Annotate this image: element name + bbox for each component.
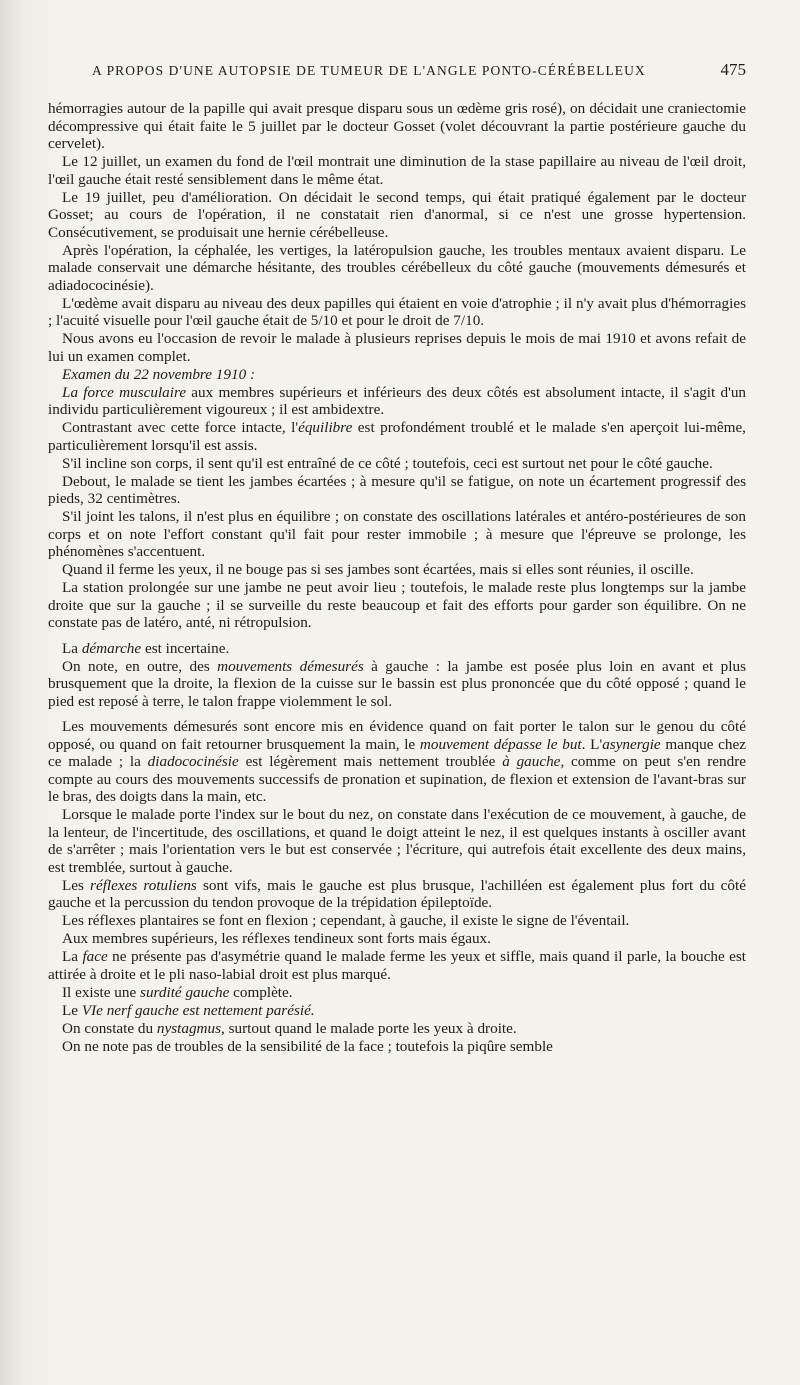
text-run: ne présente pas d'asymétrie quand le malade ferme les yeux et siffle, mais quand il parle, la bouche est attirée à droite et le pli naso-labial droit est plus marqué.: [48, 948, 746, 983]
paragraph: [48, 561, 746, 579]
italic-text: équilibre: [298, 419, 353, 436]
text-run: Aux membres supérieurs, les réflexes tendineux sont forts mais égaux.: [62, 930, 491, 947]
text-run: est incertaine.: [141, 639, 230, 657]
italic-text: mouvements démesurés: [217, 657, 364, 675]
paragraph: [48, 930, 746, 948]
italic-text: face: [82, 948, 108, 965]
paragraph: [48, 455, 746, 473]
italic-text: Examen du 22 novembre 1910 :: [62, 365, 256, 383]
text-run: Le 19 juillet, peu d'amélioration. On décidait le second temps, qui était pratiqué également par le docteur Gosset; au cours de l'opération, il ne constatait rien d'anormal, si ce n'est une grosse hypertension. Consécutivement, se produisait une hernie cérébelleuse.: [48, 188, 746, 241]
text-run: S'il incline son corps, il sent qu'il est entraîné de ce côté ; toutefois, ceci est surtout net pour le côté gauche.: [62, 454, 713, 472]
paragraph: [48, 153, 746, 188]
paragraph: [48, 366, 746, 384]
text-run: On ne note pas de troubles de la sensibilité de la face ; toutefois la piqûre semble: [62, 1037, 553, 1055]
paragraph: [48, 242, 746, 295]
text-run: complète.: [229, 983, 293, 1001]
paragraph: [48, 806, 746, 876]
paragraph: [48, 508, 746, 561]
italic-text: asynergie: [602, 735, 661, 753]
text-run: , comme on peut s'en rendre compte au cours des mouvements successifs de pronation et supination, de flexion et extension de l'avant-bras sur le bras, des doigts dans la main, etc.: [48, 753, 746, 805]
paragraph: [48, 330, 746, 365]
running-header: [92, 60, 746, 80]
paragraph: [48, 1038, 746, 1056]
text-run: Après l'opération, la céphalée, les vertiges, la latéropulsion gauche, les troubles mentaux avaient disparu. Le malade conservait une démarche hésitante, des troubles cérébelleux du côté gauche (mouvements démesurés et adiadococinésie).: [48, 241, 746, 294]
text-run: est légèrement mais nettement troublée: [238, 753, 503, 770]
paragraph: [48, 912, 746, 930]
paragraph: [48, 384, 746, 419]
text-run: L'œdème avait disparu au niveau des deux papilles qui étaient en voie d'atrophie ; il n'y avait plus d'hémorragies ; l'acuité visuelle pour l'œil gauche était de 5/10 et pour le droit de 7/10.: [48, 294, 746, 329]
paragraph: [48, 877, 746, 912]
text-run: est profondément troublé et le malade s'en aperçoit lui-même, particulièrement lorsqu'il est assis.: [48, 419, 746, 454]
italic-text: nystagmus: [156, 1019, 222, 1037]
paragraph: [48, 189, 746, 242]
body-text: [48, 100, 746, 1056]
italic-text: VIe nerf gauche est nettement parésié.: [81, 1001, 315, 1019]
paragraph: [48, 658, 746, 711]
page-number: 475: [720, 60, 746, 79]
text-run: Les réflexes plantaires se font en flexion ; cependant, à gauche, il existe le signe de l'éventail.: [62, 912, 630, 929]
text-run: Le: [62, 1001, 82, 1019]
text-run: Debout, le malade se tient les jambes écartées ; à mesure qu'il se fatigue, on note un écartement progressif des pieds, 32 centimètres.: [48, 472, 746, 507]
paragraph: [48, 295, 746, 330]
text-run: hémorragies autour de la papille qui avait presque disparu sous un œdème gris rosé), on décidait une craniectomie décompressive qui était faite le 5 juillet par le docteur Gosset (volet découvrant la partie postérieure gauche du cervelet).: [48, 100, 746, 152]
text-run: La: [62, 948, 83, 965]
text-run: Quand il ferme les yeux, il ne bouge pas si ses jambes sont écartées, mais si elles sont réunies, il oscille.: [62, 561, 694, 578]
text-run: Les mouvements démesurés sont encore mis en évidence quand on fait porter le talon sur le genou du côté opposé, ou quand on fait retourner brusquement la main, le: [48, 718, 746, 753]
text-run: aux membres supérieurs et inférieurs des deux côtés est absolument intacte, il s'agit d'un individu particulièrement vigoureux ; il est ambidextre.: [48, 383, 747, 418]
text-run: manque chez ce malade ; la: [48, 735, 746, 770]
paragraph: [48, 419, 746, 454]
paragraph: [48, 640, 746, 658]
text-run: à gauche : la jambe est posée plus loin en avant et plus brusquement que la droite, la flexion de la cuisse sur le bassin est plus prononcée que du côté opposé ; quand le pied est reposé à terre, le talon frappe violemment le sol.: [48, 657, 746, 710]
text-run: Lorsque le malade porte l'index sur le bout du nez, on constate dans l'exécution de ce mouvement, à gauche, de la lenteur, de l'incertitude, des oscillations, et quand le doigt atteint le nez, il est quelques instants à osciller avant de s'arrêter ; mais l'orientation vers le but est conservée ; l'écriture, qui autrefois était excellente des deux mains, est tremblée, surtout à gauche.: [48, 806, 746, 876]
paragraph: [48, 100, 746, 153]
running-title: A PROPOS D'UNE AUTOPSIE DE TUMEUR DE L'ANGLE PONTO-CÉRÉBELLEUX: [92, 63, 646, 78]
italic-text: diadococinésie: [147, 753, 239, 770]
text-run: S'il joint les talons, il n'est plus en équilibre ; on constate des oscillations latérales et antéro-postérieures de son corps et on note l'effort constant qu'il fait pour rester immobile ; à mesure que l'épreuve se prolonge, les phénomènes s'accentuent.: [48, 508, 746, 560]
text-run: La station prolongée sur une jambe ne peut avoir lieu ; toutefois, le malade reste plus longtemps sur la jambe droite que sur la gauche ; il se surveille du reste beaucoup et fait des efforts pour garder son équilibre. On ne constate pas de latéro, anté, ni rétropulsion.: [48, 579, 746, 631]
text-run: . L': [581, 735, 603, 753]
text-run: On note, en outre, des: [62, 657, 218, 675]
paragraph: [48, 579, 746, 632]
text-run: sont vifs, mais le gauche est plus brusque, l'achilléen est également plus fort du côté gauche et la percussion du tendon provoque de la trépidation épileptoïde.: [48, 876, 746, 911]
text-run: La: [62, 639, 82, 657]
text-run: Le 12 juillet, un examen du fond de l'œil montrait une diminution de la stase papillaire au niveau de l'œil droit, l'œil gauche était resté sensiblement dans le même état.: [48, 153, 746, 188]
text-run: Les: [62, 876, 91, 894]
text-run: Il existe une: [62, 983, 141, 1001]
paragraph: [48, 473, 746, 508]
paragraph: [48, 1020, 746, 1038]
paragraph: [48, 948, 746, 983]
text-run: On constate du: [62, 1019, 157, 1037]
paragraph: [48, 718, 746, 806]
italic-text: surdité gauche: [140, 983, 230, 1001]
italic-text: démarche: [81, 639, 142, 657]
text-run: Contrastant avec cette force intacte, l': [62, 419, 299, 436]
text-run: , surtout quand le malade porte les yeux à droite.: [221, 1019, 517, 1037]
italic-text: mouvement dépasse le but: [419, 735, 582, 753]
italic-text: La force musculaire: [62, 383, 187, 401]
italic-text: réflexes rotuliens: [90, 876, 197, 894]
paragraph: [48, 984, 746, 1002]
paragraph: [48, 1002, 746, 1020]
text-run: Nous avons eu l'occasion de revoir le malade à plusieurs reprises depuis le mois de mai 1910 et avons refait de lui un examen complet.: [48, 330, 746, 365]
italic-text: à gauche: [502, 753, 561, 770]
